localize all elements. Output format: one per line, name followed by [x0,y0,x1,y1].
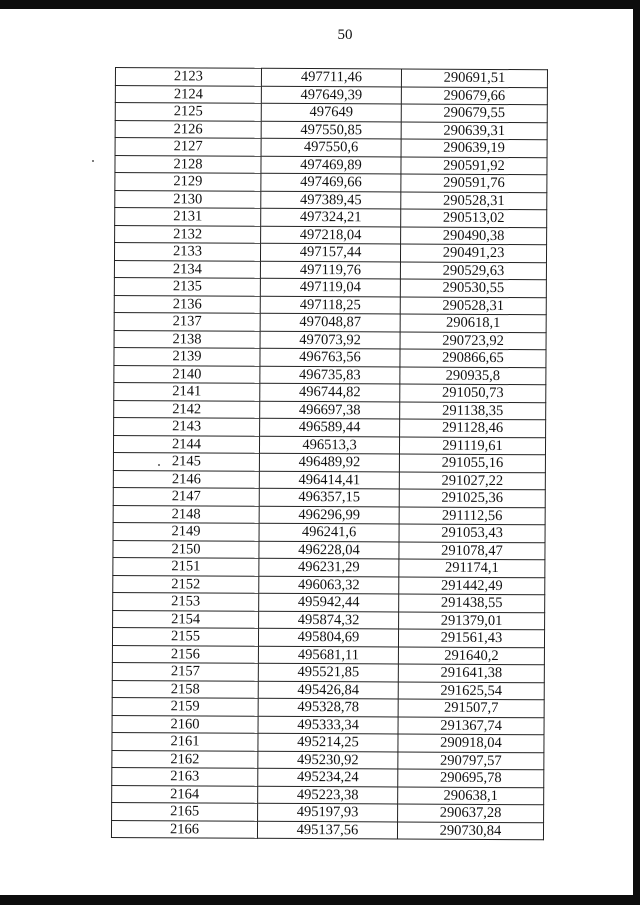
y-coordinate-cell: 290490,38 [401,226,547,244]
point-number-cell: 2125 [115,103,261,121]
y-coordinate-cell: 290935,8 [400,366,546,384]
point-number-cell: 2143 [114,417,260,435]
y-coordinate-cell: 291379,01 [399,611,545,629]
y-coordinate-cell: 291128,46 [400,419,546,437]
x-coordinate-cell: 497119,76 [260,261,400,279]
y-coordinate-cell: 290730,84 [397,821,543,839]
point-number-cell: 2129 [115,173,261,191]
point-number-cell: 2150 [113,540,259,558]
x-coordinate-cell: 497649,39 [261,86,401,104]
y-coordinate-cell: 291442,49 [399,576,545,594]
table-row [112,662,544,682]
y-coordinate-cell: 290530,55 [400,279,546,297]
x-coordinate-cell: 495197,93 [258,803,398,821]
table-row [115,85,547,105]
x-coordinate-cell: 495804,69 [258,628,398,646]
point-number-cell: 2144 [113,435,259,453]
table-row [114,295,546,315]
x-coordinate-cell: 496489,92 [259,453,399,471]
y-coordinate-cell: 290618,1 [400,314,546,332]
x-coordinate-cell: 495214,25 [258,733,398,751]
table-row [115,190,547,210]
y-coordinate-cell: 290637,28 [398,804,544,822]
table-row [113,522,545,542]
y-coordinate-cell: 291625,54 [398,681,544,699]
point-number-cell: 2164 [112,785,258,803]
point-number-cell: 2136 [114,295,260,313]
x-coordinate-cell: 496357,15 [259,488,399,506]
point-number-cell: 2149 [113,522,259,540]
y-coordinate-cell: 291053,43 [399,524,545,542]
table-row [112,732,544,752]
x-coordinate-cell: 495681,11 [258,646,398,664]
y-coordinate-cell: 290918,04 [398,734,544,752]
x-coordinate-cell: 495521,85 [258,663,398,681]
point-number-cell: 2142 [114,400,260,418]
page-number: 50 [337,27,353,43]
y-coordinate-cell: 291438,55 [399,594,545,612]
table-row [114,365,546,385]
y-coordinate-cell: 291025,36 [399,489,545,507]
y-coordinate-cell: 290491,23 [400,244,546,262]
point-number-cell: 2141 [114,382,260,400]
table-row [115,138,547,158]
coordinates-table-body [111,68,547,840]
point-number-cell: 2165 [112,802,258,820]
x-coordinate-cell: 495333,34 [258,716,398,734]
scan-top-edge [0,0,640,9]
table-row [114,277,546,297]
point-number-cell: 2133 [114,243,260,261]
table-row [115,208,547,228]
table-row [113,610,545,630]
point-number-cell: 2147 [113,487,259,505]
y-coordinate-cell: 291640,2 [398,646,544,664]
table-row [114,382,546,402]
scan-speck [92,160,94,162]
y-coordinate-cell: 291112,56 [399,506,545,524]
y-coordinate-cell: 290513,02 [401,209,547,227]
y-coordinate-cell: 290679,55 [401,104,547,122]
point-number-cell: 2157 [112,662,258,680]
point-number-cell: 2139 [114,347,260,365]
x-coordinate-cell: 496589,44 [260,418,400,436]
x-coordinate-cell: 495328,78 [258,698,398,716]
point-number-cell: 2148 [113,505,259,523]
table-row [115,103,547,123]
table-row [112,785,544,805]
table-row [115,120,547,140]
x-coordinate-cell: 495874,32 [259,611,399,629]
table-row [113,452,545,472]
point-number-cell: 2137 [114,312,260,330]
point-number-cell: 2145 [113,452,259,470]
y-coordinate-cell: 290866,65 [400,349,546,367]
point-number-cell: 2140 [114,365,260,383]
x-coordinate-cell: 497048,87 [260,313,400,331]
x-coordinate-cell: 496744,82 [260,383,400,401]
point-number-cell: 2166 [111,820,257,838]
y-coordinate-cell: 291174,1 [399,559,545,577]
x-coordinate-cell: 497550,6 [261,138,401,156]
table-row [113,487,545,507]
y-coordinate-cell: 291507,7 [398,699,544,717]
coordinates-table [111,67,548,840]
point-number-cell: 2128 [115,155,261,173]
x-coordinate-cell: 496697,38 [260,401,400,419]
point-number-cell: 2152 [113,575,259,593]
table-row [113,575,545,595]
point-number-cell: 2138 [114,330,260,348]
point-number-cell: 2132 [115,225,261,243]
table-row [113,592,545,612]
table-row [112,715,544,735]
x-coordinate-cell: 497118,25 [260,296,400,314]
point-number-cell: 2134 [114,260,260,278]
x-coordinate-cell: 496231,29 [259,558,399,576]
y-coordinate-cell: 290797,57 [398,751,544,769]
table-row [112,697,544,717]
point-number-cell: 2156 [112,645,258,663]
x-coordinate-cell: 497324,21 [261,208,401,226]
x-coordinate-cell: 497469,89 [261,156,401,174]
y-coordinate-cell: 290639,31 [401,121,547,139]
y-coordinate-cell: 290591,92 [401,156,547,174]
x-coordinate-cell: 495230,92 [258,751,398,769]
y-coordinate-cell: 290679,66 [401,86,547,104]
y-coordinate-cell: 291078,47 [399,541,545,559]
y-coordinate-cell: 291050,73 [400,384,546,402]
table-row [115,173,547,193]
table-row [112,645,544,665]
y-coordinate-cell: 290639,19 [401,139,547,157]
x-coordinate-cell: 495234,24 [258,768,398,786]
point-number-cell: 2162 [112,750,258,768]
y-coordinate-cell: 291367,74 [398,716,544,734]
x-coordinate-cell: 497073,92 [260,331,400,349]
point-number-cell: 2131 [115,208,261,226]
point-number-cell: 2135 [114,277,260,295]
x-coordinate-cell: 496763,56 [260,348,400,366]
table-row [112,627,544,647]
point-number-cell: 2130 [115,190,261,208]
x-coordinate-cell: 497157,44 [260,243,400,261]
table-row [113,540,545,560]
table-row [112,750,544,770]
y-coordinate-cell: 290591,76 [401,174,547,192]
x-coordinate-cell: 496228,04 [259,541,399,559]
x-coordinate-cell: 495942,44 [259,593,399,611]
scan-right-edge [633,0,640,905]
y-coordinate-cell: 291641,38 [398,664,544,682]
table-row [112,767,544,787]
scan-bottom-edge [0,895,640,905]
y-coordinate-cell: 290528,31 [401,191,547,209]
x-coordinate-cell: 496735,83 [260,366,400,384]
y-coordinate-cell: 290723,92 [400,331,546,349]
point-number-cell: 2158 [112,680,258,698]
x-coordinate-cell: 497218,04 [261,226,401,244]
table-row [114,400,546,420]
y-coordinate-cell: 290638,1 [398,786,544,804]
x-coordinate-cell: 497550,85 [261,121,401,139]
y-coordinate-cell: 291119,61 [399,436,545,454]
table-row [115,155,547,175]
y-coordinate-cell: 291055,16 [399,454,545,472]
table-row [114,417,546,437]
point-number-cell: 2123 [115,68,261,86]
point-number-cell: 2154 [113,610,259,628]
y-coordinate-cell: 291561,43 [398,629,544,647]
point-number-cell: 2163 [112,767,258,785]
table-row [115,225,547,245]
x-coordinate-cell: 495223,38 [258,786,398,804]
point-number-cell: 2155 [112,627,258,645]
x-coordinate-cell: 495137,56 [257,821,397,839]
x-coordinate-cell: 496513,3 [259,436,399,454]
table-row [114,312,546,332]
point-number-cell: 2153 [113,592,259,610]
point-number-cell: 2159 [112,697,258,715]
table-row [114,330,546,350]
y-coordinate-cell: 290691,51 [401,69,547,87]
table-row [112,802,544,822]
point-number-cell: 2161 [112,732,258,750]
table-row [113,435,545,455]
point-number-cell: 2127 [115,138,261,156]
x-coordinate-cell: 496296,99 [259,506,399,524]
table-row [112,680,544,700]
table-row [113,557,545,577]
y-coordinate-cell: 291138,35 [400,401,546,419]
x-coordinate-cell: 495426,84 [258,681,398,699]
y-coordinate-cell: 290529,63 [400,261,546,279]
table-row [114,260,546,280]
point-number-cell: 2151 [113,557,259,575]
x-coordinate-cell: 497711,46 [261,68,401,86]
table-row [113,470,545,490]
x-coordinate-cell: 497469,66 [261,173,401,191]
table-row [113,505,545,525]
point-number-cell: 2160 [112,715,258,733]
point-number-cell: 2124 [115,85,261,103]
point-number-cell: 2146 [113,470,259,488]
x-coordinate-cell: 497119,04 [260,278,400,296]
x-coordinate-cell: 497649 [261,103,401,121]
y-coordinate-cell: 291027,22 [399,471,545,489]
x-coordinate-cell: 496063,32 [259,576,399,594]
table-row [111,820,543,840]
x-coordinate-cell: 496414,41 [259,471,399,489]
x-coordinate-cell: 496241,6 [259,523,399,541]
x-coordinate-cell: 497389,45 [261,191,401,209]
y-coordinate-cell: 290695,78 [398,769,544,787]
table-row [114,347,546,367]
point-number-cell: 2126 [115,120,261,138]
y-coordinate-cell: 290528,31 [400,296,546,314]
table-row [114,243,546,263]
table-row [115,68,547,88]
